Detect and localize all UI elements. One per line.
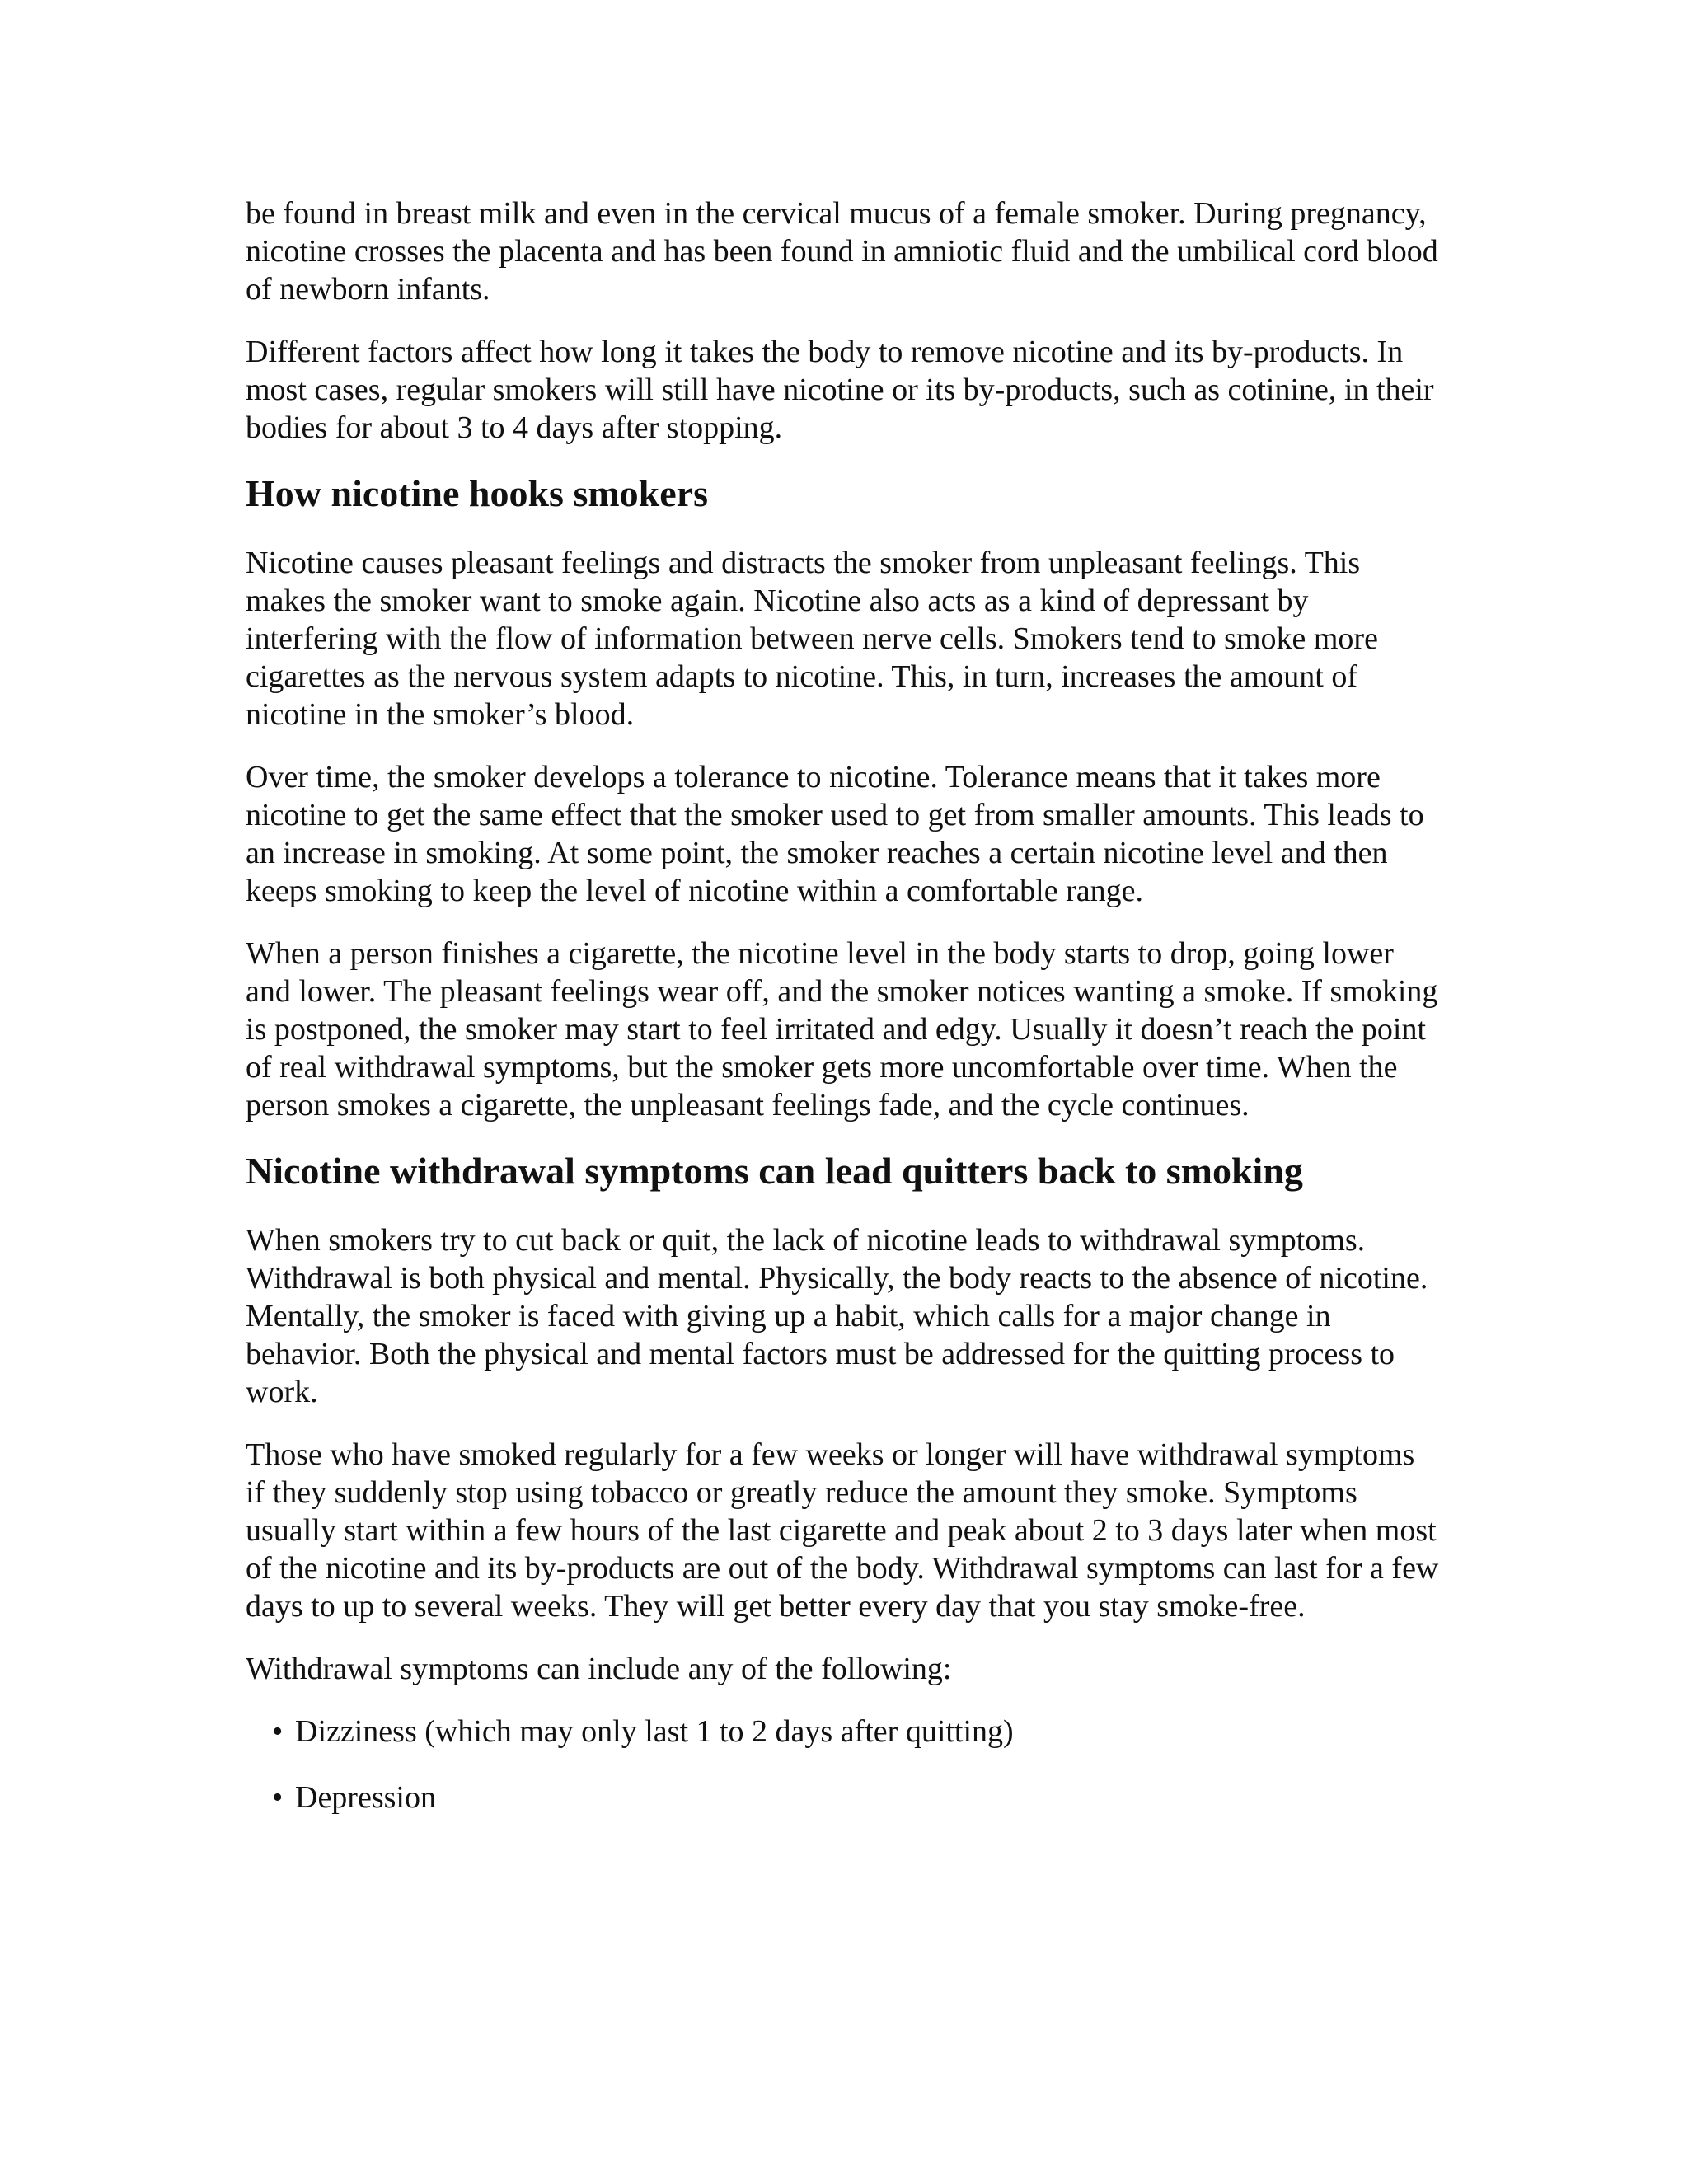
bullet-icon: •: [272, 1714, 284, 1749]
list-item-text: Depression: [295, 1780, 436, 1815]
section-heading-withdrawal-symptoms: Nicotine withdrawal symptoms can lead quitters back to smoking: [246, 1150, 1303, 1192]
bullet-icon: •: [272, 1780, 284, 1815]
document-page: [246, 194, 1441, 1844]
section1-paragraph-3: When a person finishes a cigarette, the nicotine level in the body starts to drop, going lower and lower. The pleasant feelings wear off, and the smoker notices wanting a smoke. If smoking is postponed, the smoker may start to feel irritated and edgy. Usually it doesn’t reach the point of real withdrawal symptoms, but the smoker gets more uncomfortable over time. When the person smokes a cigarette, the unpleasant feelings fade, and the cycle continues.: [246, 936, 1438, 1122]
symptom-list: [246, 1713, 1441, 1816]
intro-paragraph-2: Different factors affect how long it takes the body to remove nicotine and its by-products. In most cases, regular smokers will still have nicotine or its by-products, such as cotinine, in their bodies for about 3 to 4 days after stopping.: [246, 335, 1434, 445]
section2-paragraph-2: Those who have smoked regularly for a few weeks or longer will have withdrawal symptoms if they suddenly stop using tobacco or greatly reduce the amount they smoke. Symptoms usually start within a few hours of the last cigarette and peak about 2 to 3 days later when most of the nicotine and its by-products are out of the body. Withdrawal symptoms can last for a few days to up to several weeks. They will get better every day that you stay smoke-free.: [246, 1437, 1439, 1624]
section2-paragraph-3: Withdrawal symptoms can include any of the following:: [246, 1652, 952, 1686]
list-item: [272, 1713, 1441, 1750]
section1-paragraph-1: Nicotine causes pleasant feelings and distracts the smoker from unpleasant feelings. This makes the smoker want to smoke again. Nicotine also acts as a kind of depressant by interfering with the flow of information between nerve cells. Smokers tend to smoke more cigarettes as the nervous system adapts to nicotine. This, in turn, increases the amount of nicotine in the smoker’s blood.: [246, 546, 1378, 732]
list-item-text: Dizziness (which may only last 1 to 2 days after quitting): [295, 1714, 1014, 1749]
section2-paragraph-1: When smokers try to cut back or quit, the lack of nicotine leads to withdrawal symptoms. Withdrawal is both physical and mental. Physically, the body reacts to the absence of nicotine. Mentally, the smoker is faced with giving up a habit, which calls for a major change in behavior. Both the physical and mental factors must be addressed for the quitting process to work.: [246, 1223, 1428, 1409]
section1-paragraph-2: Over time, the smoker develops a tolerance to nicotine. Tolerance means that it takes more nicotine to get the same effect that the smoker used to get from smaller amounts. This leads to an increase in smoking. At some point, the smoker reaches a certain nicotine level and then keeps smoking to keep the level of nicotine within a comfortable range.: [246, 760, 1424, 908]
list-item: [272, 1779, 1441, 1816]
section-heading-how-nicotine-hooks: How nicotine hooks smokers: [246, 472, 708, 514]
intro-paragraph-1: be found in breast milk and even in the cervical mucus of a female smoker. During pregnancy, nicotine crosses the placenta and has been found in amniotic fluid and the umbilical cord blood of newborn infants.: [246, 196, 1438, 307]
